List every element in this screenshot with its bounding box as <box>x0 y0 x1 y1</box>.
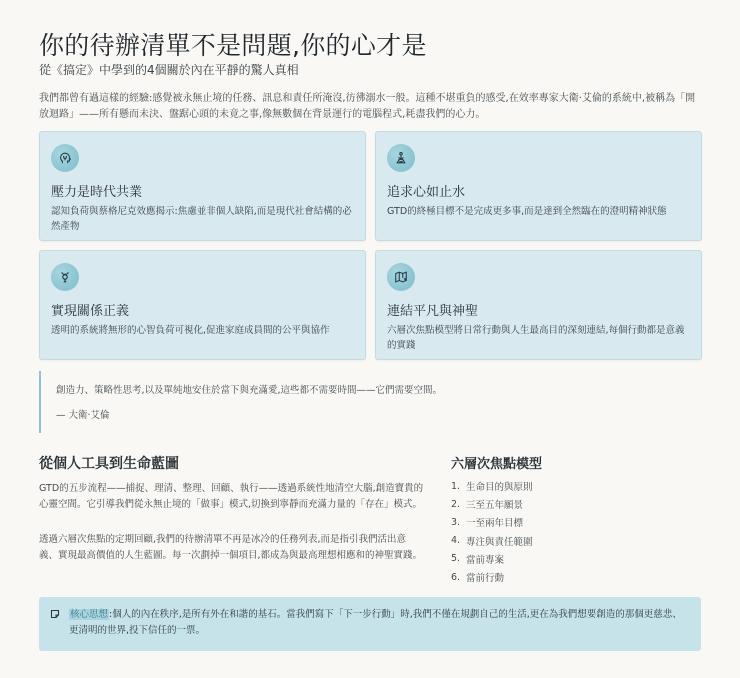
list-item: 3. 一至兩年目標 <box>451 516 524 530</box>
card-stillness <box>375 131 702 241</box>
card-title: 壓力是時代共業 <box>51 185 143 200</box>
card-description: 六層次焦點模型將日常行動與人生最高目的深刻連結,每個行動都是意義的實踐 <box>387 325 685 351</box>
card-description: GTD的終極目標不是完成更多事,而是達到全然臨在的澄明精神狀態 <box>387 206 667 217</box>
blueprint-paragraph: 透過六層次焦點的定期回顧,我們的待辦清單不再是冰冷的任務列表,而是指引我們活出意義、實現最高價值的人生藍圖。每一次劃掉一個項目,都成為與最高理想相應和的神聖實踐。 <box>39 534 423 561</box>
core-idea-text: 核心思想:個人的內在秩序,是所有外在和諧的基石。當我們寫下「下一步行動」時,我們不僅在規劃自己的生活,更在為我們想要創造的那個更慈悲、更清明的世界,投下信任的一票。 <box>69 609 682 636</box>
card-title: 實現關係正義 <box>51 304 130 319</box>
card-description: 透明的系統將無形的心智負荷可視化,促進家庭成員間的公平與協作 <box>51 325 330 336</box>
card-title: 追求心如止水 <box>387 185 466 200</box>
page-subtitle: 從《搞定》中學到的4個關於內在平靜的驚人真相 <box>39 63 299 77</box>
list-item: 6. 當前行動 <box>451 571 505 585</box>
list-item: 1. 生命目的與原則 <box>451 480 533 494</box>
list-item: 2. 三至五年願景 <box>451 498 524 512</box>
blueprint-heading: 從個人工具到生命藍圖 <box>39 456 179 472</box>
card-description: 認知負荷與蔡格尼克效應揭示:焦慮並非個人缺陷,而是現代社會結構的必然產物 <box>51 206 352 232</box>
brain-icon <box>51 144 79 172</box>
map-icon <box>387 263 415 291</box>
meditation-icon <box>387 144 415 172</box>
list-item: 4. 專注與責任範圍 <box>451 535 533 548</box>
note-icon <box>50 609 60 619</box>
quote-block <box>39 371 459 433</box>
core-idea-callout <box>39 597 701 651</box>
card-relationship-justice <box>39 250 366 360</box>
balance-icon <box>51 263 79 291</box>
model-heading: 六層次焦點模型 <box>451 457 543 472</box>
core-idea-label: 核心思想 <box>70 609 109 620</box>
list-item: 5. 當前專案 <box>451 553 505 566</box>
blueprint-paragraph: GTD的五步流程——捕捉、理清、整理、回顧、執行——透過系統性地清空大腦,創造寶貴的心靈空間。它引導我們從永無止境的「做事」模式,切換到寧靜而充滿力量的「存在」模式。 <box>39 483 424 510</box>
quote-author: — 大衛·艾倫 <box>56 410 110 421</box>
quote-text: 創造力、策略性思考,以及單純地安住於當下與充滿愛,這些都不需要時間——它們需要空間。 <box>56 385 443 396</box>
intro-paragraph: 我們都曾有過這樣的經驗:感覺被永無止境的任務、訊息和責任所淹沒,彷彿溺水一般。這種不堪重負的感受,在效率專家大衛·艾倫的系統中,被稱為「開放迴路」——所有懸而未決、盤踞心頭的未竟之事,像無數個在背景運行的電腦程式,耗盡我們的心力。 <box>39 93 696 120</box>
card-stress <box>39 131 366 241</box>
model-list <box>451 477 533 586</box>
page-title: 你的待辦清單不是問題,你的心才是 <box>39 31 427 60</box>
card-title: 連結平凡與神聖 <box>387 304 479 319</box>
card-ordinary-sacred <box>375 250 702 360</box>
